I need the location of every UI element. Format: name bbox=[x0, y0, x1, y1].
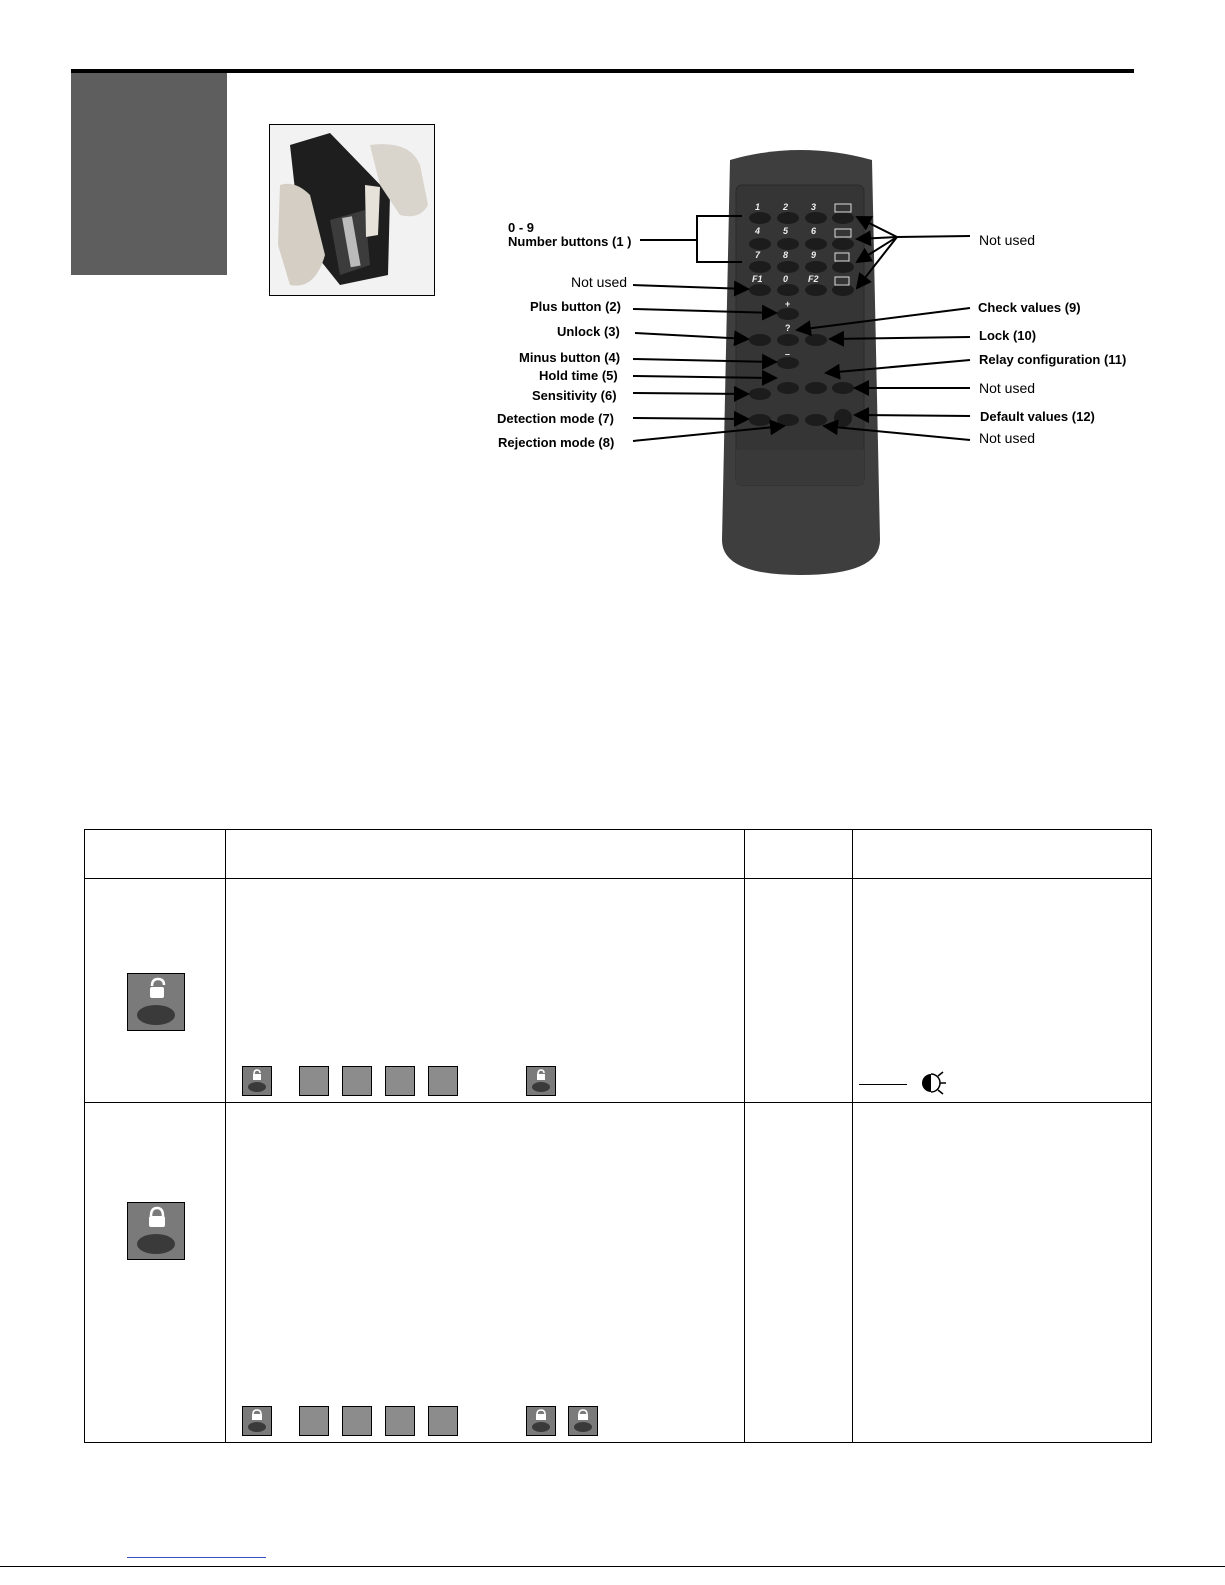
key-5: 5 bbox=[783, 226, 789, 236]
code-digit-box bbox=[385, 1406, 415, 1436]
unlock-key-sequence bbox=[242, 1066, 556, 1096]
header-cell-procedure bbox=[226, 830, 745, 879]
label-minus-button: Minus button (4) bbox=[519, 350, 621, 365]
key-4: 4 bbox=[755, 226, 761, 236]
label-not-used-bottom: Not used bbox=[979, 430, 1036, 446]
label-unlock: Unlock (3) bbox=[557, 324, 620, 339]
key-7: 7 bbox=[755, 250, 761, 260]
label-number-buttons: Number buttons (1 ) bbox=[508, 234, 632, 249]
footer-link-underline[interactable] bbox=[127, 1557, 266, 1558]
label-not-used-left: Not used bbox=[571, 274, 628, 290]
blinking-led-icon bbox=[919, 1070, 947, 1096]
code-digit-box bbox=[299, 1066, 329, 1096]
key-9: 9 bbox=[811, 250, 817, 260]
label-check-values: Check values (9) bbox=[978, 300, 1081, 315]
key-3: 3 bbox=[811, 202, 817, 212]
lock-mini-icon bbox=[526, 1406, 556, 1436]
key-f1: F1 bbox=[752, 274, 763, 284]
lock-key-sequence bbox=[242, 1406, 598, 1436]
key-0: 0 bbox=[783, 274, 789, 284]
label-not-used-mid: Not used bbox=[979, 380, 1036, 396]
table-row-unlock bbox=[85, 879, 1152, 1103]
code-digit-box bbox=[385, 1066, 415, 1096]
key-2: 2 bbox=[783, 202, 789, 212]
key-f2: F2 bbox=[808, 274, 819, 284]
code-digit-box bbox=[342, 1066, 372, 1096]
lock-mini-icon bbox=[568, 1406, 598, 1436]
lock-mini-icon bbox=[242, 1406, 272, 1436]
label-relay-configuration: Relay configuration (11) bbox=[979, 352, 1127, 367]
key-6: 6 bbox=[811, 226, 817, 236]
code-digit-box bbox=[428, 1066, 458, 1096]
unlock-button-image bbox=[127, 973, 185, 1031]
label-not-used-top: Not used bbox=[979, 232, 1036, 248]
unlock-icon bbox=[128, 974, 186, 1004]
label-hold-time: Hold time (5) bbox=[539, 368, 618, 383]
footer-rule bbox=[0, 1566, 1225, 1567]
label-rejection-mode: Rejection mode (8) bbox=[498, 435, 615, 450]
key-8: 8 bbox=[783, 250, 789, 260]
blank-line bbox=[859, 1084, 907, 1085]
label-numbers-range: 0 - 9 bbox=[508, 220, 535, 235]
table-header-row bbox=[85, 830, 1152, 879]
key-plus: + bbox=[785, 299, 791, 309]
code-digit-box bbox=[299, 1406, 329, 1436]
key-minus: – bbox=[785, 349, 791, 359]
remote-diagram bbox=[0, 0, 1225, 600]
header-cell-display bbox=[745, 830, 853, 879]
procedure-table bbox=[84, 829, 1152, 1443]
lock-icon bbox=[128, 1203, 186, 1233]
key-1: 1 bbox=[755, 202, 761, 212]
unlock-mini-icon bbox=[242, 1066, 272, 1096]
code-digit-box bbox=[342, 1406, 372, 1436]
unlock-mini-icon bbox=[526, 1066, 556, 1096]
label-plus-button: Plus button (2) bbox=[530, 299, 621, 314]
code-digit-box bbox=[428, 1406, 458, 1436]
label-detection-mode: Detection mode (7) bbox=[497, 411, 615, 426]
label-default-values: Default values (12) bbox=[980, 409, 1095, 424]
label-lock: Lock (10) bbox=[979, 328, 1037, 343]
table-row-lock bbox=[85, 1103, 1152, 1443]
lock-button-image bbox=[127, 1202, 185, 1260]
key-check: ? bbox=[785, 323, 791, 333]
header-cell-notes bbox=[853, 830, 1152, 879]
label-sensitivity: Sensitivity (6) bbox=[532, 388, 617, 403]
header-cell-button bbox=[85, 830, 226, 879]
